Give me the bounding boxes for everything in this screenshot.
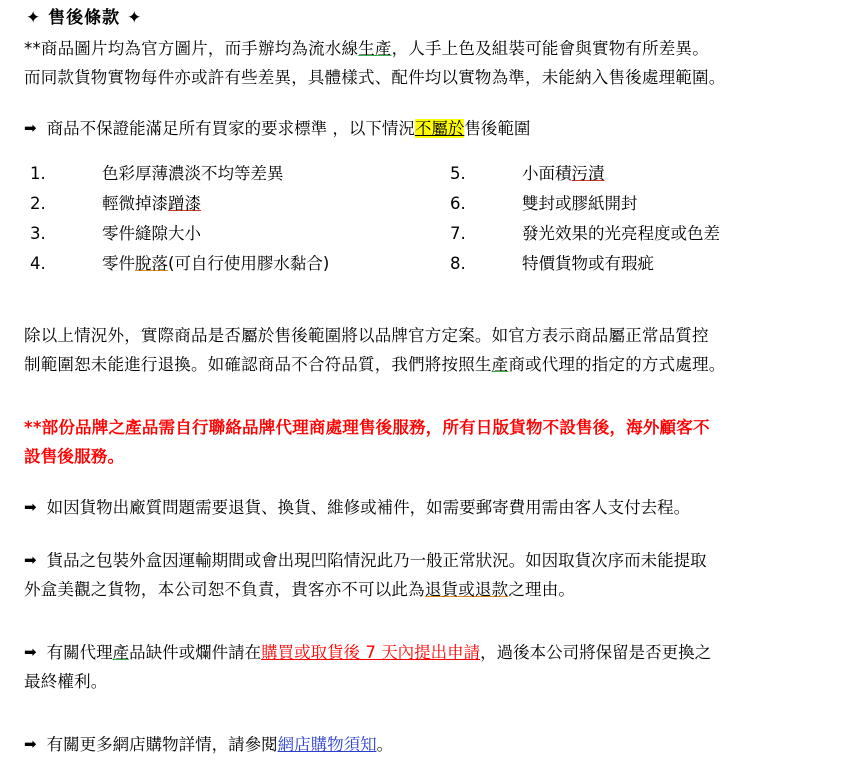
list-item-label: [522, 219, 848, 249]
list-item-text-b: 蹭漆: [168, 194, 201, 213]
p1-line2-underlined: 產: [491, 355, 509, 374]
p1-line2-part-a: 制範圍恕未能進行退換。如確認商品不合符品質，我們將按照生: [24, 355, 492, 374]
intro-line-1-part-a: **商品圖片均為官方圖片，而手辦均為流水線: [24, 39, 359, 58]
list-item-text-b: 脫落: [135, 254, 168, 273]
exclusions-list: [24, 159, 848, 279]
list-item: [30, 189, 436, 219]
shipping-fee-text: 如因貨物出廠質問題需要退貨、換貨、維修或補件，如需要郵寄費用需由客人支付去程。: [46, 498, 691, 517]
missing-parts-row: [24, 638, 848, 667]
p6-part-b: 。: [376, 735, 394, 754]
spacer-5: [24, 471, 848, 493]
list-item-text-a: 小面積: [522, 164, 572, 183]
packaging-text: [47, 546, 848, 575]
spacer-6b: [24, 534, 848, 546]
notice-row: [24, 114, 848, 143]
list-item: [450, 249, 848, 279]
spacer-2: [24, 143, 848, 155]
arrow-icon: ➡: [24, 119, 37, 137]
list-item-text-a: 發光效果的光亮程度或色差: [522, 224, 720, 243]
list-item-text-a: 零件: [102, 254, 135, 273]
list-item: [30, 159, 436, 189]
policy-paragraph-1-line-2: [24, 350, 848, 379]
list-item-text-a: 零件縫隙大小: [102, 224, 201, 243]
packaging-line-1: 貨品之包裝外盒因運輸期間或會出現凹陷情況此乃一般正常狀況。如因取貨次序而未能提取: [46, 551, 707, 570]
list-item-label: [102, 159, 436, 189]
shopping-guide-link[interactable]: 網店購物須知: [277, 735, 377, 754]
list-item-text-c: (可自行使用膠水黏合): [168, 254, 330, 273]
intro-line-1-underlined: 生產: [358, 39, 392, 58]
spacer-4: [24, 379, 848, 401]
agent-notice-line-1: **部份品牌之產品需自行聯絡品牌代理商處理售後服務，所有日版貨物不設售後，海外顧客不: [24, 418, 710, 437]
spacer-3b: [24, 309, 848, 321]
list-item-text-a: 雙封或膠紙開封: [522, 194, 638, 213]
page-title: ✦ 售後條款 ✦: [26, 8, 143, 28]
list-item-number: 7.: [450, 224, 466, 243]
arrow-icon: ➡: [24, 735, 37, 753]
p5-part-d: ，過後本公司將保留是否更換之: [480, 643, 712, 662]
p5-part-a: 有關代理: [46, 643, 113, 662]
exclusions-left-column: [24, 159, 436, 279]
missing-parts-line-2: 最終權利。: [24, 672, 108, 691]
p1-line2-part-c: 商或代理的指定的方式處理。: [508, 355, 726, 374]
notice-text-before: 商品不保證能滿足所有買家的要求標準 ，以下情況: [46, 119, 415, 138]
spacer-4b: [24, 401, 848, 413]
arrow-icon: ➡: [24, 551, 37, 569]
list-item: [450, 159, 848, 189]
list-item-label: [102, 249, 436, 279]
missing-parts-text: [47, 638, 848, 667]
p6-part-a: 有關更多網店購物詳情，請參閱: [46, 735, 278, 754]
list-item-number: 3.: [30, 224, 46, 243]
notice-text: [47, 114, 848, 143]
list-item-number: 6.: [450, 194, 466, 213]
spacer-1: [24, 92, 848, 114]
list-item: [450, 219, 848, 249]
packaging-line-2-part-a: 外盒美觀之貨物，本公司恕不負責，貴客亦不可以此為: [24, 580, 425, 599]
list-item-label: [522, 249, 848, 279]
p5-underlined: 產: [112, 643, 130, 662]
spacer-8: [24, 696, 848, 718]
arrow-icon: ➡: [24, 643, 37, 661]
list-item-text-a: 色彩厚薄濃淡不均等差異: [102, 164, 284, 183]
list-item-label: [102, 189, 436, 219]
list-item-label: [522, 189, 848, 219]
list-item-text-a: 輕微掉漆: [102, 194, 168, 213]
exclusions-right-column: [436, 159, 848, 279]
more-info-text: [47, 730, 848, 759]
list-item-number: 2.: [30, 194, 46, 213]
list-item-number: 5.: [450, 164, 466, 183]
list-item-number: 1.: [30, 164, 46, 183]
packaging-row: [24, 546, 848, 575]
spacer-6: [24, 522, 848, 534]
packaging-line-2-part-c: 之理由。: [508, 580, 576, 599]
spacer-3: [24, 279, 848, 309]
intro-line-1-part-c: ，人手上色及組裝可能會與實物有所差異。: [391, 39, 709, 58]
claim-period-emphasis: 購買或取貨後 7 天內提出申請: [261, 643, 481, 662]
notice-highlight: 不屬於: [414, 119, 465, 138]
packaging-line-2: [24, 575, 848, 604]
list-item-number: 8.: [450, 254, 466, 273]
spacer-7b: [24, 626, 848, 638]
list-item-label: [102, 219, 436, 249]
spacer-7: [24, 604, 848, 626]
shipping-fee-row: [24, 493, 848, 522]
packaging-line-2-underlined: 退貨或退款: [424, 580, 509, 599]
notice-text-after: 售後範圍: [464, 119, 531, 138]
list-item: [30, 219, 436, 249]
list-item-number: 4.: [30, 254, 46, 273]
more-info-row: [24, 730, 848, 759]
arrow-icon: ➡: [24, 498, 37, 516]
spacer-8b: [24, 718, 848, 730]
list-item-text-a: 特價貨物或有瑕疵: [522, 254, 654, 273]
intro-line-2: 而同款貨物實物每件亦或許有些差異，具體樣式、配件均以實物為準，未能納入售後處理範圍。: [24, 68, 726, 87]
intro-line-1: [24, 34, 848, 63]
policy-paragraph-1-line-1: 除以上情況外，實際商品是否屬於售後範圍將以品牌官方定案。如官方表示商品屬正常品質控: [24, 326, 709, 345]
agent-notice-line-2: 設售後服務。: [24, 447, 125, 466]
list-item-label: [522, 159, 848, 189]
list-item: [450, 189, 848, 219]
p5-part-c: 品缺件或爛件請在: [129, 643, 262, 662]
list-item: [30, 249, 436, 279]
list-item-text-b: 污漬: [571, 164, 605, 183]
